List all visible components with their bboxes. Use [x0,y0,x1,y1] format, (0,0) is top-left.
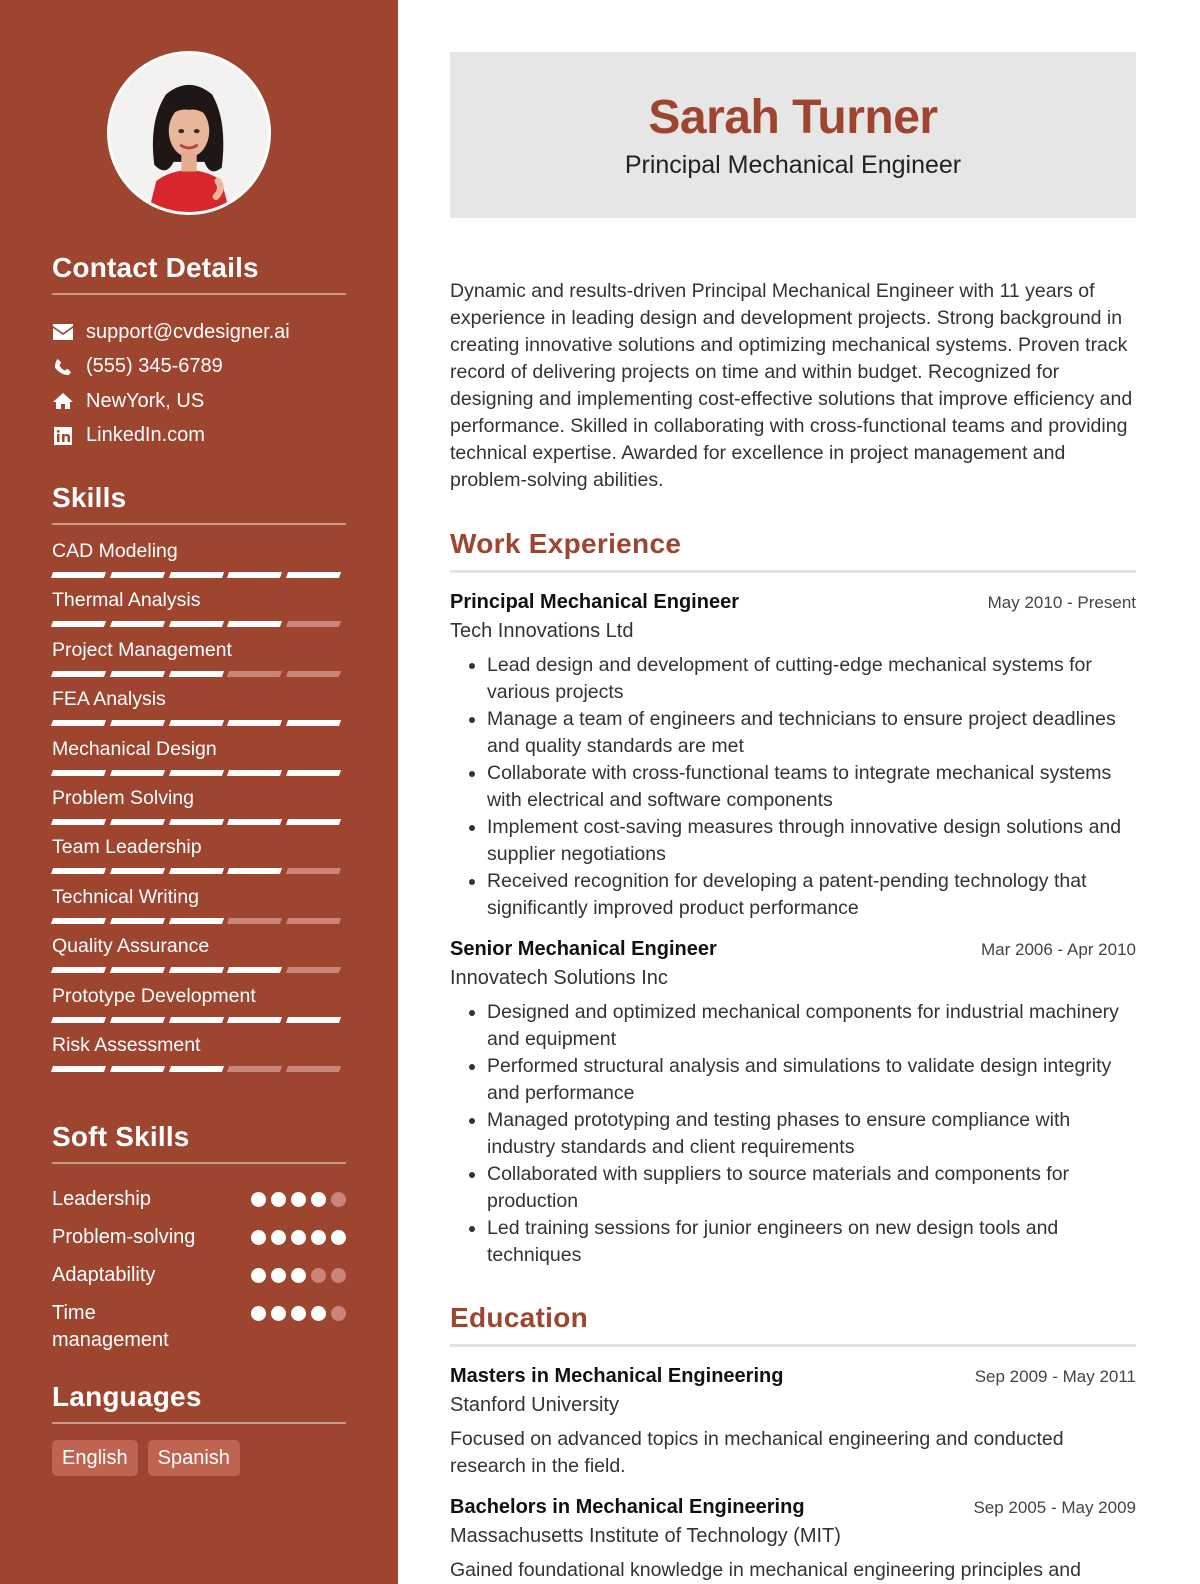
work-section [450,528,1136,1269]
soft-skills-heading: Soft Skills [52,1121,346,1164]
job-bullets [450,652,1136,922]
rating-dot [271,1306,286,1321]
skill-level-segment [227,967,282,973]
contact-list [52,315,346,453]
skill-level-segment [286,967,341,973]
skill-level-segment [227,621,282,627]
contact-section [52,252,346,453]
skill-level-segment [110,918,165,924]
language-list [52,1440,346,1476]
skill-item [52,885,346,934]
job-title: Principal Mechanical Engineer [450,591,739,613]
skill-item [52,737,346,786]
skill-level-segment [51,918,106,924]
skill-level-segment [227,572,282,578]
profile-photo [107,51,271,215]
skills-section [52,482,346,1082]
soft-skill-rating [251,1306,346,1321]
soft-skill-name: Leadership [52,1188,151,1210]
profile-photo-illustration [110,54,268,212]
skill-level-segment [286,572,341,578]
language-chip: Spanish [148,1440,240,1476]
job-bullet: • Collaborate with cross-functional teams to integrate mechanical systems with electrical and software components [487,760,1136,814]
skill-item [52,835,346,884]
skill-level-segment [286,918,341,924]
school-name: Massachusetts Institute of Technology (MIT) [450,1525,841,1547]
skill-level-segment [169,770,224,776]
job-header [450,938,1136,961]
skill-level-bar [52,1017,346,1023]
skill-level-segment [51,967,106,973]
skill-level-segment [169,671,224,677]
skill-level-segment [286,621,341,627]
job-bullet: • Managed prototyping and testing phases to ensure compliance with industry standards and client requirements [487,1107,1136,1161]
rating-dot [251,1268,266,1283]
skill-level-segment [110,621,165,627]
skill-level-segment [169,967,224,973]
skill-item [52,638,346,687]
soft-skill-item [52,1300,346,1354]
skill-level-segment [227,1066,282,1072]
skill-level-bar [52,770,346,776]
rating-dot [251,1192,266,1207]
skill-level-segment [110,868,165,874]
skill-level-bar [52,918,346,924]
skill-item [52,1033,346,1082]
skill-level-segment [110,572,165,578]
job-bullet: • Implement cost-saving measures through innovative design solutions and supplier negotiations [487,814,1136,868]
skill-level-segment [51,868,106,874]
skill-level-segment [110,720,165,726]
skill-level-bar [52,967,346,973]
soft-skill-rating [251,1230,346,1245]
skill-level-segment [51,720,106,726]
soft-skill-item [52,1224,346,1251]
contact-heading: Contact Details [52,252,346,295]
skill-level-segment [227,819,282,825]
phone-icon [52,357,74,377]
education-dates: Sep 2005 - May 2009 [973,1498,1136,1517]
education-description: Gained foundational knowledge in mechanical engineering principles and [450,1559,1081,1581]
skill-level-segment [169,621,224,627]
skill-level-bar [52,1066,346,1072]
education-section [450,1302,1136,1584]
skill-level-segment [169,868,224,874]
skill-level-segment [286,671,341,677]
skill-name: Mechanical Design [52,737,217,760]
soft-skill-rating [251,1268,346,1283]
skill-level-segment [169,1017,224,1023]
skill-item [52,786,346,835]
rating-dot [291,1192,306,1207]
rating-dot [331,1306,346,1321]
skill-level-segment [286,1066,341,1072]
contact-location-text: NewYork, US [86,389,205,412]
soft-skill-name: Time management [52,1302,169,1351]
skill-level-segment [110,1066,165,1072]
skill-item [52,539,346,588]
skill-level-segment [286,720,341,726]
education-header [450,1365,1136,1388]
skill-item [52,588,346,637]
skills-heading: Skills [52,482,346,525]
job-entry [450,591,1136,922]
skill-level-segment [286,819,341,825]
skill-name: Risk Assessment [52,1033,201,1056]
sidebar [0,0,398,1584]
rating-dot [251,1306,266,1321]
skill-name: CAD Modeling [52,540,178,562]
skill-level-segment [51,621,106,627]
work-heading: Work Experience [450,528,1136,573]
contact-email[interactable] [52,315,346,350]
rating-dot [271,1230,286,1245]
summary-text: Dynamic and results-driven Principal Mechanical Engineer with 11 years of experience in leading design and development projects. Strong background in creating innovative solutions and optimizing mechanical systems. Proven track record of delivering projects on time and within budget. Recognized for designing and implementing cost-effective solutions that improve efficiency and performance. Skilled in collaborating with cross-functional teams and providing technical expertise. Awarded for excellence in project management and problem-solving abilities. [450,280,1133,491]
skill-name: Thermal Analysis [52,589,201,612]
skill-level-bar [52,572,346,578]
skill-level-segment [286,770,341,776]
contact-email-text: support@cvdesigner.ai [86,320,290,343]
skill-level-segment [51,819,106,825]
school-name: Stanford University [450,1394,619,1416]
skill-name: Project Management [52,638,232,661]
language-chip: English [52,1440,138,1476]
skill-level-bar [52,868,346,874]
candidate-title: Principal Mechanical Engineer [624,151,962,179]
skill-level-segment [227,868,282,874]
soft-skill-name: Problem-solving [52,1226,196,1248]
home-icon [52,391,74,411]
contact-phone[interactable] [52,350,346,385]
education-header [450,1496,1136,1519]
skill-name: Quality Assurance [52,935,210,958]
job-bullet: • Designed and optimized mechanical components for industrial machinery and equipment [487,999,1136,1053]
rating-dot [271,1268,286,1283]
skill-level-segment [286,868,341,874]
linkedin-icon [52,426,74,446]
skill-level-segment [51,572,106,578]
skill-level-bar [52,671,346,677]
languages-heading: Languages [52,1381,346,1424]
skill-list [52,539,346,1082]
rating-dot [291,1268,306,1283]
skill-name: Technical Writing [52,885,200,908]
skill-level-segment [227,671,282,677]
job-bullet: • Performed structural analysis and simulations to validate design integrity and performance [487,1053,1136,1107]
skill-level-bar [52,819,346,825]
job-bullets [450,999,1136,1269]
rating-dot [331,1192,346,1207]
contact-linkedin[interactable] [52,419,346,454]
header-box [450,52,1136,218]
degree-title: Bachelors in Mechanical Engineering [450,1496,805,1518]
rating-dot [291,1230,306,1245]
education-heading: Education [450,1302,1136,1347]
skill-level-segment [51,1017,106,1023]
soft-skill-rating [251,1192,346,1207]
education-dates: Sep 2009 - May 2011 [974,1367,1136,1386]
soft-skill-name: Adaptability [52,1264,156,1286]
skill-name: Prototype Development [52,984,256,1007]
job-bullet: • Led training sessions for junior engineers on new design tools and techniques [487,1215,1136,1269]
education-entry [450,1365,1136,1480]
rating-dot [311,1230,326,1245]
contact-phone-text: (555) 345-6789 [86,355,223,378]
rating-dot [291,1306,306,1321]
rating-dot [331,1268,346,1283]
rating-dot [311,1192,326,1207]
skill-item [52,934,346,983]
skill-level-segment [169,572,224,578]
skill-name: Problem Solving [52,786,194,809]
skill-level-segment [286,1017,341,1023]
skill-name: FEA Analysis [52,688,166,711]
education-entry [450,1496,1136,1584]
rating-dot [271,1192,286,1207]
job-title: Senior Mechanical Engineer [450,938,717,960]
job-company: Innovatech Solutions Inc [450,967,668,989]
job-bullet: • Manage a team of engineers and technicians to ensure project deadlines and quality standards are met [487,706,1136,760]
rating-dot [311,1306,326,1321]
skill-level-segment [227,720,282,726]
job-bullet: • Collaborated with suppliers to source materials and components for production [487,1161,1136,1215]
envelope-icon [52,322,74,342]
skill-level-segment [51,770,106,776]
skill-level-segment [169,918,224,924]
soft-skill-item [52,1186,346,1213]
skill-item [52,984,346,1033]
candidate-name: Sarah Turner [648,91,938,144]
skill-level-segment [51,1066,106,1072]
skill-level-bar [52,621,346,627]
job-dates: May 2010 - Present [987,593,1136,612]
job-bullet: • Lead design and development of cutting-edge mechanical systems for various projects [487,652,1136,706]
skill-level-segment [110,819,165,825]
soft-skill-item [52,1262,346,1289]
skill-level-segment [110,770,165,776]
skill-level-segment [169,819,224,825]
skill-level-segment [227,1017,282,1023]
skill-level-segment [110,1017,165,1023]
degree-title: Masters in Mechanical Engineering [450,1365,784,1387]
job-company: Tech Innovations Ltd [450,620,634,642]
languages-section [52,1381,346,1476]
job-header [450,591,1136,614]
skill-level-bar [52,720,346,726]
skill-level-segment [227,770,282,776]
rating-dot [251,1230,266,1245]
skill-level-segment [51,671,106,677]
contact-linkedin-text: LinkedIn.com [86,424,205,447]
soft-skill-list [52,1186,346,1354]
skill-level-segment [169,1066,224,1072]
education-description: Focused on advanced topics in mechanical engineering and conducted research in the field. [450,1428,1064,1477]
skill-item [52,687,346,736]
skill-level-segment [110,967,165,973]
skill-level-segment [110,671,165,677]
rating-dot [311,1268,326,1283]
skill-level-segment [227,918,282,924]
skill-name: Team Leadership [52,836,202,859]
rating-dot [331,1230,346,1245]
job-bullet: • Received recognition for developing a patent-pending technology that significantly improved product performance [487,868,1136,922]
job-entry [450,938,1136,1269]
job-dates: Mar 2006 - Apr 2010 [981,940,1136,959]
skill-level-segment [169,720,224,726]
soft-skills-section [52,1121,346,1365]
contact-location [52,384,346,419]
